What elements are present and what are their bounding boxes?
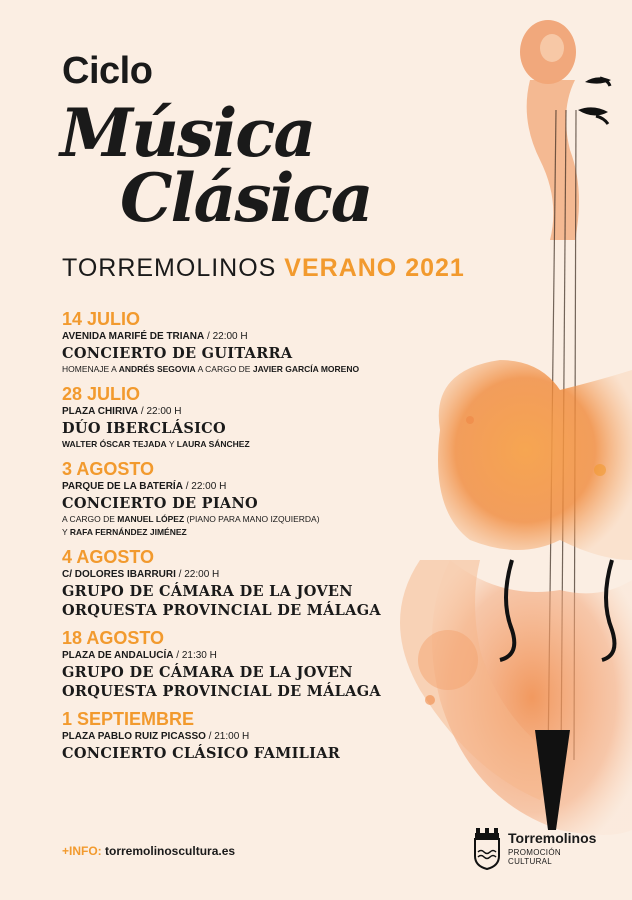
info-link[interactable]: torremolinoscultura.es [105,844,236,858]
event-venue: AVENIDA MARIFÉ DE TRIANA / 22:00 H [62,331,248,342]
event-venue: PLAZA CHIRIVA / 22:00 H [62,406,182,417]
event-note-2: Y RAFA FERNÁNDEZ JIMÉNEZ [62,527,187,537]
event-title-2: ORQUESTA PROVINCIAL DE MÁLAGA [62,683,381,700]
title-line-2: Clásica [120,159,372,237]
event-title-2: ORQUESTA PROVINCIAL DE MÁLAGA [62,602,381,619]
series-label: Ciclo [62,50,153,92]
event-title: DÚO IBERCLÁSICO [62,420,226,437]
event-item [62,627,482,701]
event-item [62,708,482,763]
event-date: 18 AGOSTO [62,628,165,648]
event-note: WALTER ÓSCAR TEJADA Y LAURA SÁNCHEZ [62,439,250,449]
event-note: HOMENAJE A ANDRÉS SEGOVIA A CARGO DE JAVIER GARCÍA MORENO [62,364,360,374]
event-date: 14 JULIO [62,309,141,329]
info-line [62,844,235,858]
event-title: GRUPO DE CÁMARA DE LA JOVEN [62,583,353,600]
title-line-1: Música [60,94,315,172]
event-venue: C/ DOLORES IBARRURI / 22:00 H [62,569,220,580]
subtitle-season: VERANO 2021 [284,254,465,282]
subtitle-city: TORREMOLINOS [62,254,277,282]
event-item [62,383,482,451]
event-item [62,546,482,620]
logo-subtitle: PROMOCIÓN CULTURAL [508,848,561,866]
event-venue: PLAZA DE ANDALUCÍA / 21:30 H [62,650,217,661]
event-list [62,308,482,770]
event-date: 28 JULIO [62,384,141,404]
event-title: CONCIERTO DE GUITARRA [62,345,293,362]
event-title: CONCIERTO DE PIANO [62,495,258,512]
event-venue: PLAZA PABLO RUIZ PICASSO / 21:00 H [62,731,250,742]
event-venue: PARQUE DE LA BATERÍA / 22:00 H [62,481,227,492]
subtitle [62,254,465,283]
info-label: +INFO: [62,844,102,858]
event-date: 3 AGOSTO [62,459,155,479]
event-title: GRUPO DE CÁMARA DE LA JOVEN [62,664,353,681]
event-date: 1 SEPTIEMBRE [62,709,195,729]
shield-icon [472,826,502,870]
torremolinos-logo [472,826,602,870]
event-item [62,308,482,376]
logo-name: Torremolinos [508,830,597,846]
event-title: CONCIERTO CLÁSICO FAMILIAR [62,745,341,762]
event-item [62,458,482,539]
event-date: 4 AGOSTO [62,547,155,567]
event-note: A CARGO DE MANUEL LÓPEZ (PIANO PARA MANO IZQUIERDA) [62,514,320,524]
